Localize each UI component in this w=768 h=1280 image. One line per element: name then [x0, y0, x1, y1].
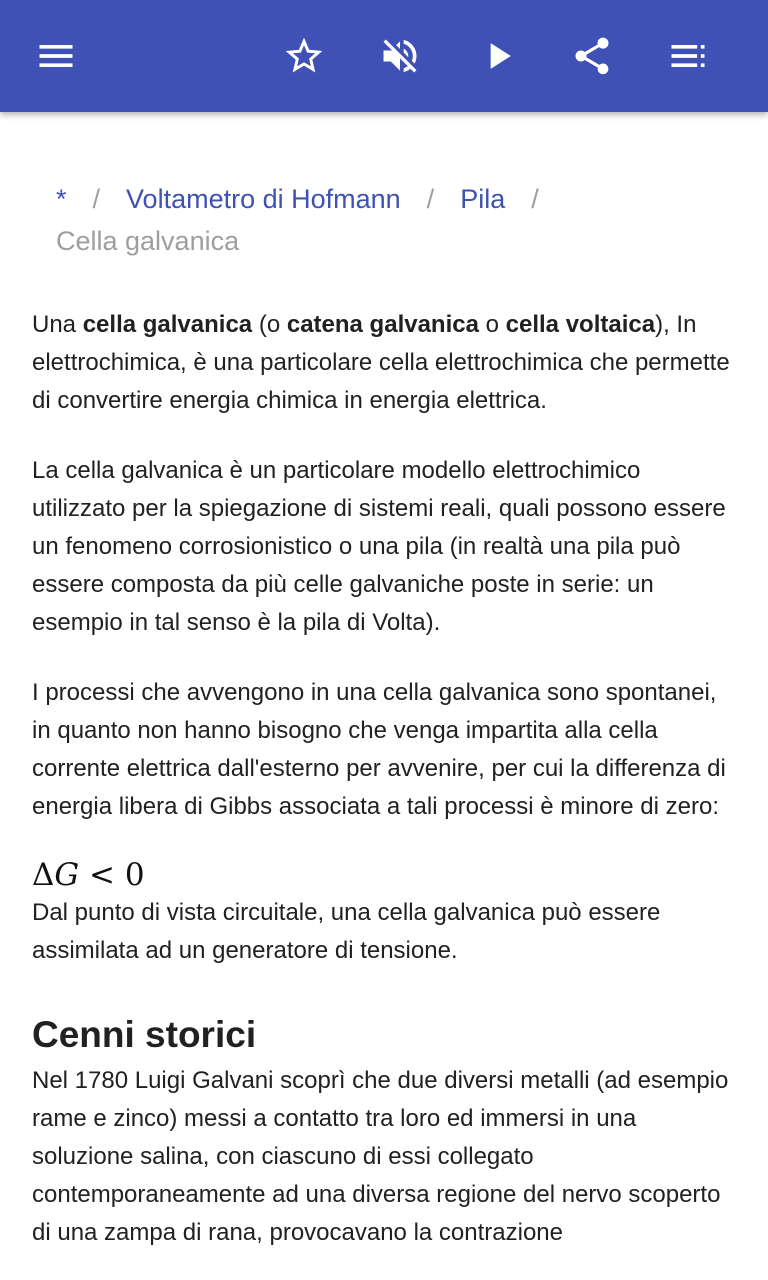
bookmark-button[interactable] — [276, 28, 332, 84]
app-bar — [0, 0, 768, 112]
share-icon — [570, 34, 614, 78]
contents-button[interactable] — [660, 28, 716, 84]
paragraph: Dal punto di vista circuitale, una cella galvanica può essere assimilata ad un generatore di tensione. — [32, 899, 661, 964]
paragraph: La cella galvanica è un particolare modello elettrochimico utilizzato per la spiegazione di sistemi reali, quali possono essere un fenomeno corrosionistico o una pila (in realtà una pila può essere composta da più celle galvaniche poste in serie: un esempio in tal senso è la pila di Volta). — [32, 457, 726, 636]
bold-term: cella voltaica — [505, 311, 656, 338]
play-icon — [476, 34, 520, 78]
volume-off-icon — [378, 34, 422, 78]
intro-text: (o — [252, 311, 287, 338]
menu-button[interactable] — [28, 28, 84, 84]
intro-text: ), In elettrochimica, è una particolare cella elettrochimica che permette di convertire energia chimica in energia elettrica. — [32, 311, 730, 414]
play-button[interactable] — [470, 28, 526, 84]
share-button[interactable] — [564, 28, 620, 84]
formula-delta: Δ — [32, 857, 55, 893]
star-outline-icon — [282, 34, 326, 78]
intro-text: Una — [32, 311, 83, 338]
breadcrumb-link-pila[interactable]: Pila — [460, 184, 506, 214]
article — [32, 112, 736, 1252]
formula-inequality: < 0 — [79, 857, 145, 893]
menu-icon — [34, 34, 78, 78]
breadcrumb-link-home[interactable]: * — [56, 184, 67, 214]
playlist-icon — [666, 34, 710, 78]
breadcrumb-separator: / — [426, 184, 435, 214]
gibbs-formula — [32, 856, 736, 894]
bold-term: cella galvanica — [82, 311, 253, 338]
section-heading: Cenni storici — [32, 1014, 257, 1055]
paragraph: I processi che avvengono in una cella galvanica sono spontanei, in quanto non hanno bisogno che venga impartita alla cella corrente elettrica dall'esterno per avvenire, per cui la differenza di energia libera di Gibbs associata a tali processi è minore di zero: — [32, 679, 726, 820]
formula-variable: G — [54, 857, 80, 893]
intro-paragraph — [32, 306, 736, 420]
intro-text: o — [478, 311, 506, 338]
breadcrumb-separator: / — [531, 184, 539, 214]
breadcrumb-link-voltametro[interactable]: Voltametro di Hofmann — [126, 184, 401, 214]
section-paragraph: Nel 1780 Luigi Galvani scoprì che due diversi metalli (ad esempio rame e zinco) messi a contatto tra loro ed immersi in una soluzione salina, con ciascuno di essi collegato contemporaneamente ad una diversa regione del nervo scoperto di una zampa di rana, provocavano la contrazione — [32, 1067, 729, 1246]
bold-term: catena galvanica — [286, 311, 479, 338]
breadcrumb — [32, 178, 736, 262]
breadcrumb-separator: / — [92, 184, 101, 214]
breadcrumb-current: Cella galvanica — [56, 226, 240, 256]
mute-button[interactable] — [372, 28, 428, 84]
